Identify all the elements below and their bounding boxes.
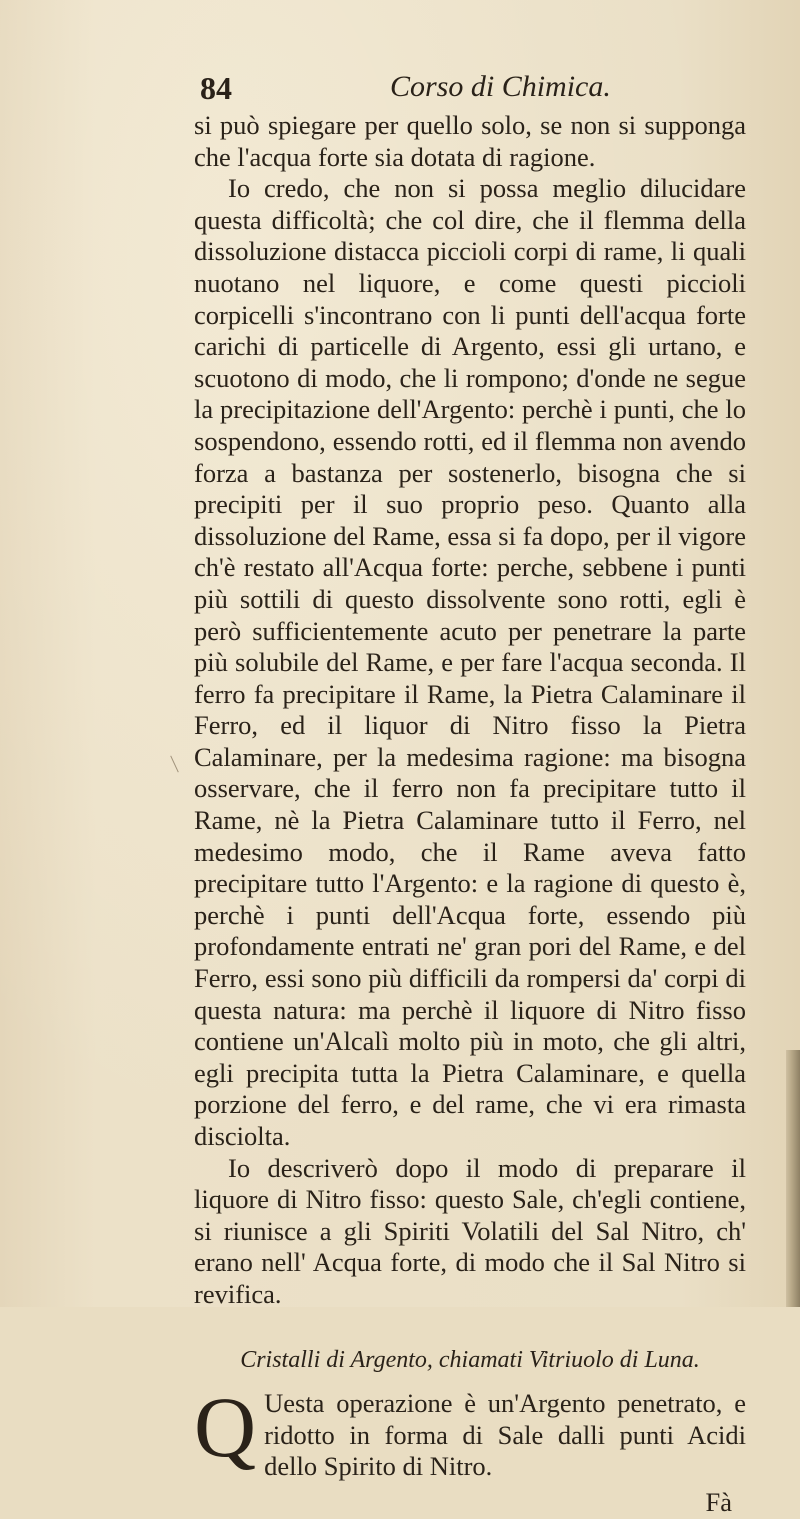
body-text [194,110,746,1519]
margin-mark [170,756,179,773]
catchword: Fà [705,1486,732,1517]
section-paragraph [194,1379,746,1483]
section-paragraph-text: Uesta operazione è un'Argento penetrato, e ridotto in forma di Sale dalli punti Acidi dello Spirito di Nitro. [264,1388,746,1482]
page-edge [786,1050,800,1307]
page-number: 84 [200,70,232,106]
paragraph: Io credo, che non si possa meglio dilucidare questa difficoltà; che col dire, che il flemma della dissoluzione distacca piccioli corpi di rame, li quali nuotano nel liquore, e come questi piccioli corpicelli s'incontrano con li punti dell'acqua forte carichi di particelle di Argento, essi gli urtano, e scuotono di modo, che li rompono; d'onde ne segue la precipitazione dell'Argento: perchè i punti, che lo sospendono, essendo rotti, ed il flemma non avendo forza a bastanza per sostenerlo, bisogna che si precipiti per il suo proprio peso. Quanto alla dissoluzione del Rame, essa si fa dopo, per il vigore ch'è restato all'Acqua forte: perche, sebbene i punti più sottili di questo dissolvente sono rotti, egli è però sufficientemente acuto per penetrare la parte più solubile del Rame, e per fare l'acqua seconda. Il ferro fa precipitare il Rame, la Pietra Calaminare il Ferro, ed il liquor di Nitro fisso la Pietra Calaminare, per la medesima ragione: ma bisogna osservare, che il ferro non fa precipitare tutto il Rame, nè la Pietra Calaminare tutto il Ferro, nel medesimo modo, che il Rame aveva fatto precipitare tutto l'Argento: e la ragione di questo è, perchè i punti dell'Acqua forte, essendo più profondamente entrati ne' gran pori del Rame, e del Ferro, essi sono più difficili da rompersi da' corpi di questa natura: ma perchè il liquore di Nitro fisso contiene un'Alcalì molto più in moto, che gli altri, egli precipita tutta la Pietra Calaminare, e quella porzione del ferro, e del rame, che vi era rimasta disciolta. [194,173,746,1151]
section-title: Cristalli di Argento, chiamati Vitriuolo di Luna. [240,1346,700,1373]
drop-cap-initial: Q [194,1379,257,1476]
paragraph-continuation: si può spiegare per quello solo, se non si supponga che l'acqua forte sia dotata di ragione. [194,110,746,172]
paragraph: Io descriverò dopo il modo di preparare il liquore di Nitro fisso: questo Sale, ch'egli contiene, si riunisce a gli Spiriti Volatili del Sal Nitro, ch' erano nell' Acqua forte, di modo che il Sal Nitro si revifica. [194,1152,746,1309]
page-header [200,70,720,110]
running-head: Corso di Chimica. [390,70,611,103]
